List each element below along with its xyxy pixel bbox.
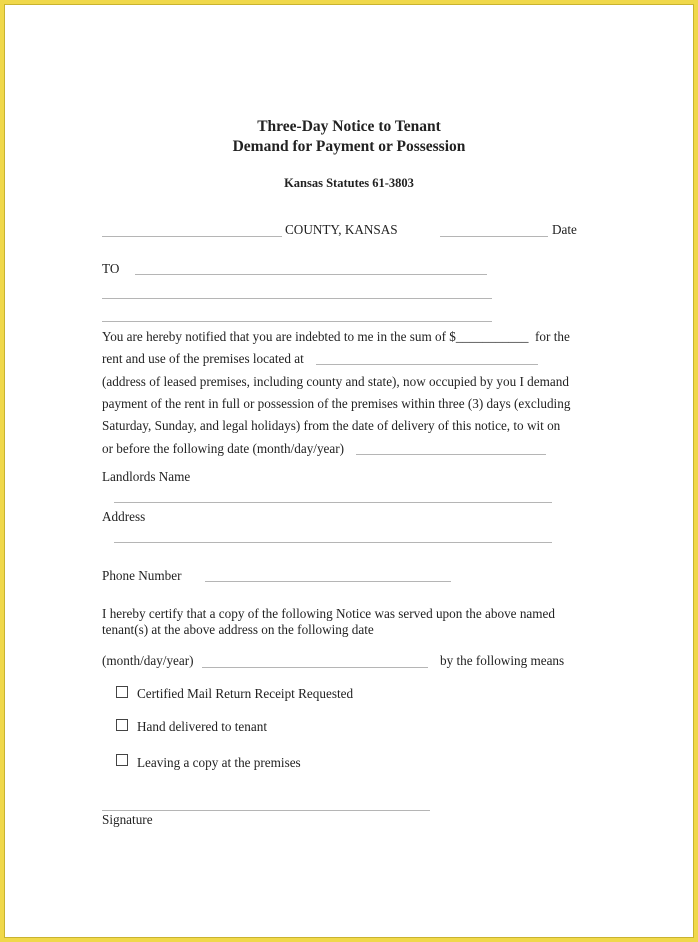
title-line-2: Demand for Payment or Possession bbox=[232, 138, 466, 155]
date-blank-line[interactable] bbox=[440, 236, 548, 237]
certify-line-2: tenant(s) at the above address on the following date bbox=[102, 622, 374, 637]
statute-reference: Kansas Statutes 61-3803 bbox=[284, 176, 414, 190]
landlord-name-label: Landlords Name bbox=[102, 469, 191, 484]
service-means-label: by the following means bbox=[440, 653, 565, 668]
address-label: Address bbox=[102, 509, 146, 524]
address-line[interactable] bbox=[114, 542, 552, 543]
para1-line-4: payment of the rent in full or possession of the premises within three (3) days (excluding bbox=[102, 396, 571, 411]
to-blank-line-3[interactable] bbox=[102, 321, 492, 322]
notice-page bbox=[4, 4, 694, 938]
to-label: TO bbox=[102, 261, 120, 276]
certify-line-1: I hereby certify that a copy of the following Notice was served upon the above named bbox=[102, 606, 555, 621]
hand-delivered-label: Hand delivered to tenant bbox=[137, 719, 267, 734]
para1-line-6: or before the following date (month/day/year) bbox=[102, 441, 345, 456]
to-blank-line-2[interactable] bbox=[102, 298, 492, 299]
date-label: Date bbox=[552, 222, 577, 237]
county-blank-line[interactable] bbox=[102, 236, 282, 237]
phone-number-label: Phone Number bbox=[102, 568, 182, 583]
amount-blank[interactable]: ___________ bbox=[455, 329, 529, 344]
to-blank-line-1[interactable] bbox=[135, 274, 487, 275]
title-line-1: Three-Day Notice to Tenant bbox=[257, 118, 441, 135]
premises-blank-line[interactable] bbox=[316, 364, 538, 365]
certified-mail-checkbox[interactable] bbox=[116, 686, 128, 698]
landlord-name-line[interactable] bbox=[114, 502, 552, 503]
para1-line-3: (address of leased premises, including county and state), now occupied by you I demand bbox=[102, 374, 569, 389]
para1-line-1-text-a: You are hereby notified that you are indebted to me in the sum of $ bbox=[102, 329, 456, 344]
service-date-line[interactable] bbox=[202, 667, 428, 668]
para1-line-2: rent and use of the premises located at bbox=[102, 351, 304, 366]
leaving-copy-label: Leaving a copy at the premises bbox=[137, 755, 301, 770]
leaving-copy-checkbox[interactable] bbox=[116, 754, 128, 766]
signature-line[interactable] bbox=[102, 810, 430, 811]
signature-label: Signature bbox=[102, 812, 153, 827]
hand-delivered-checkbox[interactable] bbox=[116, 719, 128, 731]
deadline-date-blank-line[interactable] bbox=[356, 454, 546, 455]
county-label: COUNTY, KANSAS bbox=[285, 222, 398, 237]
para1-line-5: Saturday, Sunday, and legal holidays) from the date of delivery of this notice, to wit on bbox=[102, 418, 561, 433]
para1-line-1-text-b: for the bbox=[535, 329, 570, 344]
phone-number-line[interactable] bbox=[205, 581, 451, 582]
certified-mail-label: Certified Mail Return Receipt Requested bbox=[137, 686, 354, 701]
para1-line-1 bbox=[102, 329, 570, 345]
service-date-label: (month/day/year) bbox=[102, 653, 194, 668]
